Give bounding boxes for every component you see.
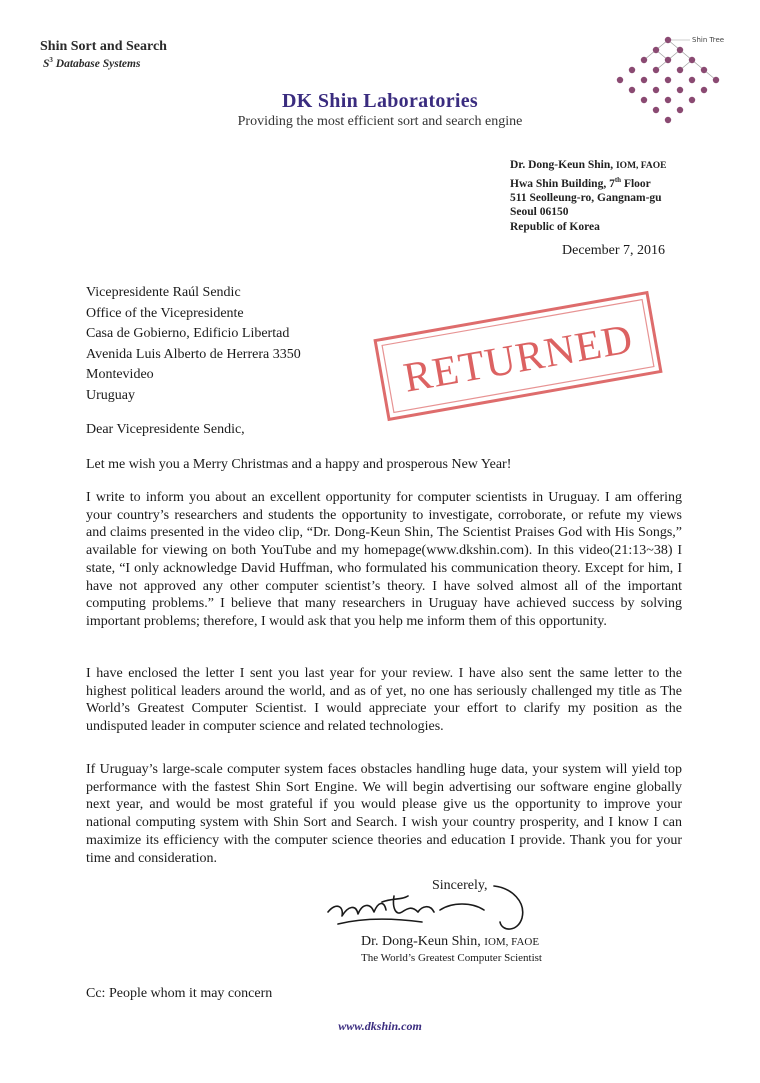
recipient-line-2: Office of the Vicepresidente <box>86 305 244 321</box>
salutation: Dear Vicepresidente Sendic, <box>86 422 245 437</box>
sender-building-sup: th <box>614 176 622 185</box>
handwritten-signature <box>322 872 572 942</box>
brand-subtitle-rest: Database Systems <box>52 57 141 70</box>
shin-tree-logo <box>608 28 728 128</box>
footer-website[interactable]: www.dkshin.com <box>338 1019 422 1033</box>
brand-subtitle-prefix: S <box>43 57 50 70</box>
sender-credentials: IOM, FAOE <box>615 161 667 171</box>
signer-name-text: Dr. Dong-Keun Shin, <box>361 934 481 949</box>
sender-name: Dr. Dong-Keun Shin, <box>510 159 614 171</box>
logo-connector-lines <box>644 40 716 80</box>
sender-building-line <box>510 173 666 191</box>
letter-date: December 7, 2016 <box>562 243 666 258</box>
stamp-text: RETURNED <box>400 316 637 402</box>
recipient-line-6: Uruguay <box>86 387 135 403</box>
signer-title: The World’s Greatest Computer Scientist <box>361 952 542 964</box>
sender-city: Seoul 06150 <box>510 206 569 219</box>
paragraph-greeting: Let me wish you a Merry Christmas and a happy and prosperous New Year! <box>86 457 512 472</box>
brand-subtitle-sup: 3 <box>49 56 53 64</box>
sender-country: Republic of Korea <box>510 220 600 233</box>
valediction: Sincerely, <box>432 878 488 893</box>
recipient-line-3: Casa de Gobierno, Edificio Libertad <box>86 326 290 342</box>
logo-caption: Shin Tree <box>692 36 725 44</box>
sender-building-suffix: Floor <box>621 178 651 191</box>
returned-stamp <box>370 286 666 426</box>
paragraph-opportunity: I write to inform you about an excellent opportunity for computer scientists in Uruguay. I am offering your country’s researchers and students the opportunity to investigate, corroborate, or refute my views and claims presented in the video clip, “Dr. Dong-Keun Shin, The Scientist Praises God with His Songs,” available for viewing on both YouTube and my homepage(www.dkshin.com). In this video(21:13~38) I state, “I only acknowledge David Huffman, who formulated his communication theory. Except for him, I have not approved any other computer scientist’s theory. I have solved almost all of the important computing problems.” I believe that many researchers in Uruguay have achieved success by solving important problems; therefore, I would ask that you help me inform them of this opportunity. <box>86 490 682 629</box>
lab-name: DK Shin Laboratories <box>281 90 479 112</box>
recipient-line-4: Avenida Luis Alberto de Herrera 3350 <box>86 346 301 362</box>
sender-name-line <box>510 158 666 173</box>
paragraph-enclosure: I have enclosed the letter I sent you last year for your review. I have also sent the same letter to the highest political leaders around the world, and as of yet, no one has seriously challenged my title as The World’s Greatest Computer Scientist. I would appreciate your effort to clarify my position as the undisputed leader in computer science and related technologies. <box>86 666 682 735</box>
cc-line: Cc: People whom it may concern <box>86 986 273 1001</box>
signer-credentials: IOM, FAOE <box>484 936 540 948</box>
recipient-address <box>86 283 301 407</box>
recipient-line-1: Vicepresidente Raúl Sendic <box>86 285 241 300</box>
sender-address <box>510 158 666 234</box>
sender-street: 511 Seolleung-ro, Gangnam-gu <box>510 192 662 205</box>
sender-building: Hwa Shin Building, 7 <box>510 178 615 191</box>
brand-name: Shin Sort and Search <box>40 39 167 54</box>
paragraph-offer: If Uruguay’s large-scale computer system faces obstacles handling huge data, your system will yield top performance with the fastest Shin Sort Engine. We will begin advertising our software engine globally next year, and would be most grateful if you would please give us the opportunity to improve your national computing system with Shin Sort and Search. I wish your country prosperity, and I know I can maximize its efficiency with the computer science theories and education I provide. Thank you for your time and consideration. <box>86 762 682 866</box>
signer-name <box>361 934 539 950</box>
recipient-line-5: Montevideo <box>86 367 154 383</box>
lab-tagline: Providing the most efficient sort and search engine <box>237 114 523 129</box>
brand-subtitle <box>43 56 140 70</box>
